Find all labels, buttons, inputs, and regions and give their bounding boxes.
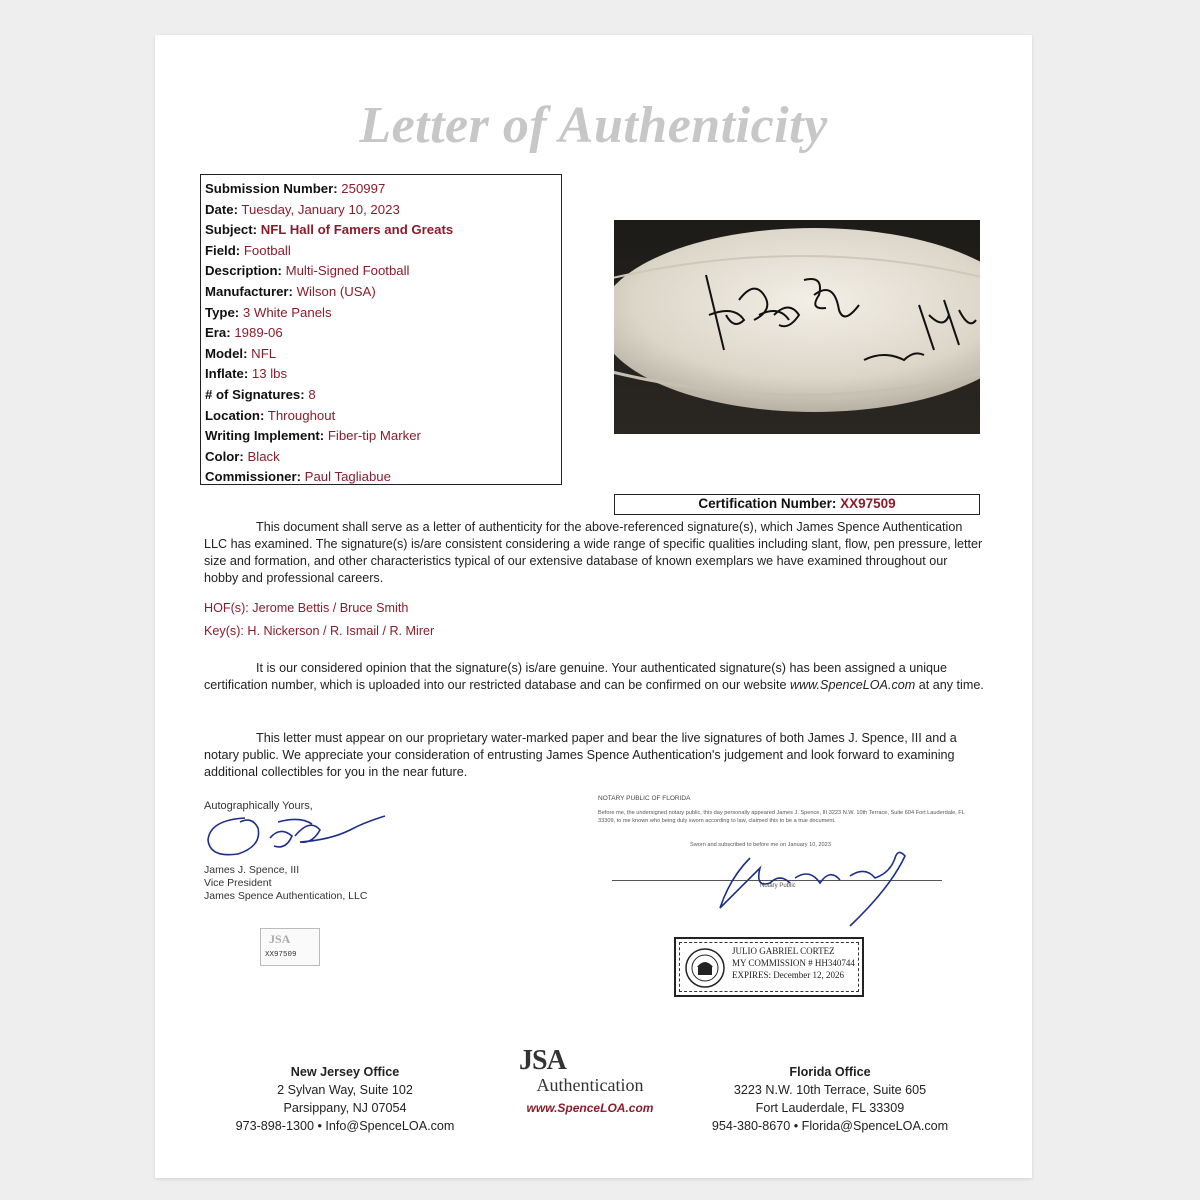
notary-heading: NOTARY PUBLIC OF FLORIDA <box>598 795 691 802</box>
paragraph-opinion <box>204 660 984 694</box>
info-row <box>205 282 561 303</box>
notary-signature <box>700 838 920 930</box>
cert-number: XX97509 <box>840 496 896 511</box>
info-label: Model: <box>205 345 248 361</box>
notary-stamp <box>674 937 864 997</box>
notary-sworn-text: Sworn and subscribed to before me on January 10, 2023 <box>690 842 831 848</box>
info-value: Throughout <box>267 407 336 423</box>
info-label: Field: <box>205 242 241 258</box>
info-value: NFL <box>251 345 277 361</box>
info-value: Fiber-tip Marker <box>327 428 421 444</box>
svg-text:JSA: JSA <box>269 932 291 946</box>
info-row <box>205 364 561 385</box>
info-label: Description: <box>205 263 282 279</box>
paragraph-opinion-end: at any time. <box>915 678 984 692</box>
fl-contact: 954-380-8670 • Florida@SpenceLOA.com <box>711 1119 949 1133</box>
signer-name: James J. Spence, III <box>204 864 300 876</box>
info-row <box>205 303 561 324</box>
info-label: Color: <box>205 448 244 464</box>
info-row <box>205 200 561 221</box>
info-row <box>205 220 561 241</box>
jsa-logo-authentication: Authentication <box>536 1075 644 1095</box>
info-label: Type: <box>205 304 240 320</box>
stamp-expires: EXPIRES: December 12, 2026 <box>732 970 844 980</box>
info-row <box>205 241 561 262</box>
keys-line: Key(s): H. Nickerson / R. Ismail / R. Mirer <box>204 624 435 638</box>
info-value: 13 lbs <box>251 366 288 382</box>
fl-office-heading: Florida Office <box>789 1065 871 1079</box>
info-row <box>205 406 561 427</box>
info-row <box>205 261 561 282</box>
info-label: Era: <box>205 325 231 341</box>
info-row <box>205 323 561 344</box>
certification-number-box <box>614 494 980 515</box>
info-value: 8 <box>308 386 316 402</box>
nj-address-1: 2 Sylvan Way, Suite 102 <box>277 1083 413 1097</box>
jsa-logo <box>505 1047 675 1115</box>
stamp-commission: MY COMMISSION # HH340744 <box>732 958 855 968</box>
signer-company: James Spence Authentication, LLC <box>204 890 368 902</box>
info-label: Subject: <box>205 222 258 238</box>
info-label: # of Signatures: <box>205 386 305 402</box>
fl-address-2: Fort Lauderdale, FL 33309 <box>755 1101 905 1115</box>
website-link: www.SpenceLOA.com <box>789 678 916 692</box>
football-photo <box>614 220 980 434</box>
hof-line: HOF(s): Jerome Bettis / Bruce Smith <box>204 601 409 615</box>
paragraph-opinion-text: It is our considered opinion that the signature(s) is/are genuine. Your authenticated signature(s) has been assigned a unique certification number, which is uploaded into our restricted database and can be confirmed on our website <box>204 661 948 692</box>
info-row <box>205 385 561 406</box>
nj-address-2: Parsippany, NJ 07054 <box>283 1101 407 1115</box>
paragraph-authenticity: This document shall serve as a letter of authenticity for the above-referenced signature(s), which James Spence Authentication LLC has examined. The signature(s) is/are consistent considering a wide range of specific qualities including slant, flow, pen pressure, letter size and formation, and other characteristics typical of our extensive database of known exemplars we have examined throughout our hobby and professional careers. <box>204 520 983 585</box>
info-label: Submission Number: <box>205 181 338 196</box>
info-row <box>205 179 561 200</box>
submission-info-box <box>200 174 562 485</box>
info-row <box>205 467 561 488</box>
info-value: NFL Hall of Famers and Greats <box>260 222 454 238</box>
sticker-number: XX97509 <box>265 951 297 959</box>
nj-contact: 973-898-1300 • Info@SpenceLOA.com <box>235 1119 455 1133</box>
notary-text: Before me, the undersigned notary public, this day personally appeared James J. Spence, III 3223 N.W. 10th Terrace, Suite 604 Fort Lauderdale, FL 33309, to me known who being duly sworn according to law, claimed this to be a true document. <box>598 810 965 824</box>
fl-office <box>700 1063 960 1135</box>
info-value: Tuesday, January 10, 2023 <box>241 201 400 217</box>
info-value: 3 White Panels <box>242 304 332 320</box>
info-row <box>205 344 561 365</box>
letter-title: Letter of Authenticity <box>359 97 828 154</box>
nj-office <box>215 1063 475 1135</box>
stamp-name: JULIO GABRIEL CORTEZ <box>732 946 835 956</box>
spence-signature <box>200 808 390 866</box>
info-row <box>205 447 561 468</box>
info-label: Manufacturer: <box>205 283 293 299</box>
fl-address-1: 3223 N.W. 10th Terrace, Suite 605 <box>733 1083 927 1097</box>
info-value: Black <box>247 448 280 464</box>
info-value: Wilson (USA) <box>296 283 376 299</box>
info-value: Paul Tagliabue <box>304 469 391 485</box>
notary-seal-icon <box>684 947 726 989</box>
info-value: 250997 <box>341 181 386 196</box>
info-label: Location: <box>205 407 265 423</box>
info-value: Football <box>243 242 291 258</box>
notary-public-label: Notary Public <box>760 883 796 889</box>
info-row <box>205 426 561 447</box>
cert-label: Certification Number: <box>698 496 837 511</box>
closing-text: Autographically Yours, <box>204 800 313 812</box>
signer-title: Vice President <box>204 877 272 889</box>
info-label: Inflate: <box>205 366 249 382</box>
jsa-logo-url: www.SpenceLOA.com <box>526 1101 654 1115</box>
info-value: Multi-Signed Football <box>285 263 410 279</box>
info-label: Writing Implement: <box>205 428 325 444</box>
paragraph-watermark: This letter must appear on our proprietary water-marked paper and bear the live signatures of both James J. Spence, III and a notary public. We appreciate your consideration of entrusting James Spence Authentication's judgement and look forward to examining additional collectibles for you in the near future. <box>204 731 957 779</box>
jsa-hologram-sticker <box>260 928 320 966</box>
jsa-logo-text: JSA <box>519 1045 566 1076</box>
info-label: Date: <box>205 201 238 217</box>
nj-office-heading: New Jersey Office <box>290 1065 400 1079</box>
info-label: Commissioner: <box>205 469 301 485</box>
info-value: 1989-06 <box>234 325 283 341</box>
